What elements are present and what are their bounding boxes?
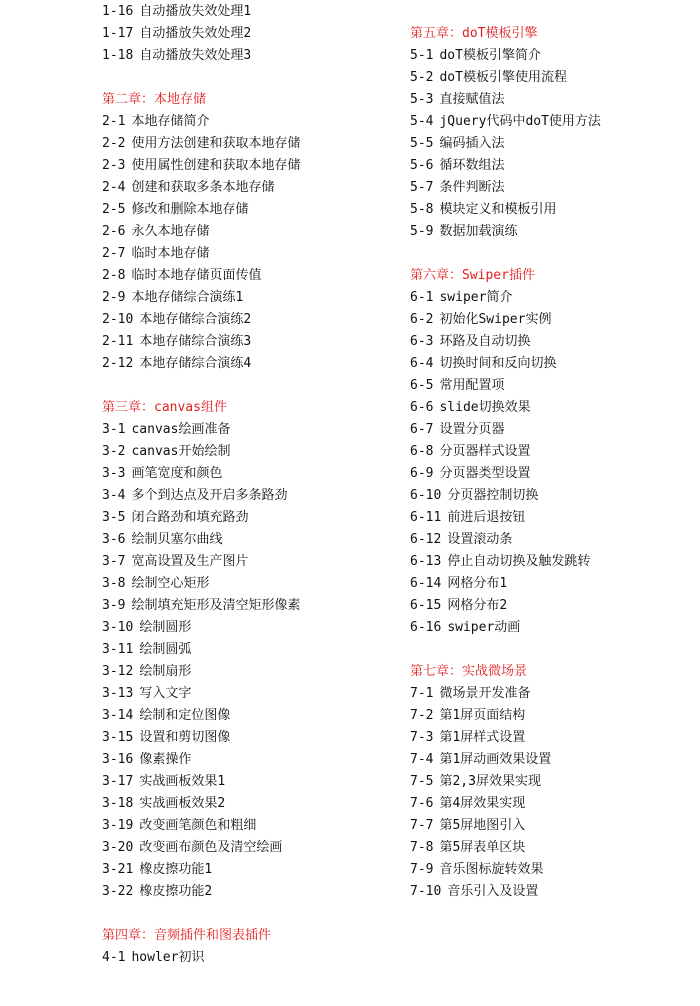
- lesson-title: 编码插入法: [439, 136, 505, 151]
- lesson-number: 6-1: [410, 290, 434, 305]
- lesson-item: [102, 287, 392, 309]
- lesson-item: [102, 881, 392, 903]
- lesson-title: 设置滚动条: [447, 532, 513, 547]
- lesson-item: [102, 815, 392, 837]
- lesson-item: [410, 353, 700, 375]
- lesson-title: 使用属性创建和获取本地存储: [131, 158, 301, 173]
- lesson-item: [102, 221, 392, 243]
- lesson-item: [410, 309, 700, 331]
- lesson-title: 前进后退按钮: [447, 510, 526, 525]
- chapter-title: 第二章：本地存储: [102, 92, 207, 107]
- lesson-item: [410, 155, 700, 177]
- lesson-number: 6-7: [410, 422, 434, 437]
- lesson-number: 3-20: [102, 840, 134, 855]
- lesson-number: 3-12: [102, 664, 134, 679]
- lesson-title: 本地存储简介: [131, 114, 210, 129]
- lesson-title: jQuery代码中doT使用方法: [439, 114, 601, 129]
- lesson-number: 6-2: [410, 312, 434, 327]
- lesson-item: [410, 573, 700, 595]
- lesson-title: 第1屏样式设置: [439, 730, 526, 745]
- lesson-title: 实战画板效果2: [139, 796, 226, 811]
- lesson-title: 自动播放失效处理2: [139, 26, 252, 41]
- lesson-title: 第5屏地图引入: [439, 818, 526, 833]
- lesson-item: [102, 419, 392, 441]
- lesson-item: [102, 485, 392, 507]
- lesson-item: [102, 617, 392, 639]
- lesson-number: 3-9: [102, 598, 126, 613]
- lesson-item: [410, 89, 700, 111]
- lesson-title: 使用方法创建和获取本地存储: [131, 136, 301, 151]
- lesson-number: 5-4: [410, 114, 434, 129]
- lesson-title: 循环数组法: [439, 158, 505, 173]
- lesson-item: [410, 221, 700, 243]
- lesson-number: 3-8: [102, 576, 126, 591]
- lesson-item: [102, 771, 392, 793]
- lesson-title: 网格分布2: [447, 598, 508, 613]
- chapter-title: 第四章：音频插件和图表插件: [102, 928, 272, 943]
- lesson-number: 2-9: [102, 290, 126, 305]
- lesson-number: 1-17: [102, 26, 134, 41]
- lesson-title: 切换时间和反向切换: [439, 356, 557, 371]
- lesson-title: canvas绘画准备: [131, 422, 231, 437]
- lesson-item: [102, 639, 392, 661]
- lesson-item: [102, 551, 392, 573]
- lesson-number: 3-13: [102, 686, 134, 701]
- lesson-title: 第2,3屏效果实现: [439, 774, 541, 789]
- lesson-number: 5-3: [410, 92, 434, 107]
- lesson-title: 常用配置项: [439, 378, 505, 393]
- lesson-number: 2-1: [102, 114, 126, 129]
- lesson-item: [410, 463, 700, 485]
- lesson-title: 自动播放失效处理1: [139, 4, 252, 19]
- lesson-number: 3-3: [102, 466, 126, 481]
- lesson-number: 6-4: [410, 356, 434, 371]
- section-gap: [410, 243, 700, 265]
- lesson-number: 6-3: [410, 334, 434, 349]
- chapter-title: 第六章：Swiper插件: [410, 268, 535, 283]
- lesson-item: [410, 815, 700, 837]
- lesson-title: 实战画板效果1: [139, 774, 226, 789]
- lesson-item: [410, 595, 700, 617]
- lesson-title: 写入文字: [139, 686, 192, 701]
- chapter-title: 第三章：canvas组件: [102, 400, 227, 415]
- lesson-title: 绘制圆形: [139, 620, 192, 635]
- lesson-number: 6-8: [410, 444, 434, 459]
- lesson-item: [102, 23, 392, 45]
- lesson-title: 设置和剪切图像: [139, 730, 231, 745]
- lesson-title: 网格分布1: [447, 576, 508, 591]
- lesson-number: 3-18: [102, 796, 134, 811]
- lesson-title: canvas开始绘制: [131, 444, 231, 459]
- section-gap: [102, 67, 392, 89]
- lesson-number: 2-4: [102, 180, 126, 195]
- chapter-section: [410, 243, 700, 639]
- section-gap: [102, 375, 392, 397]
- lesson-item: [102, 1, 392, 23]
- lesson-item: [410, 749, 700, 771]
- lesson-number: 2-7: [102, 246, 126, 261]
- lesson-number: 7-5: [410, 774, 434, 789]
- lesson-number: 5-7: [410, 180, 434, 195]
- lesson-number: 2-5: [102, 202, 126, 217]
- lesson-number: 5-6: [410, 158, 434, 173]
- lesson-number: 6-15: [410, 598, 442, 613]
- lesson-title: 临时本地存储: [131, 246, 210, 261]
- section-gap: [410, 639, 700, 661]
- lesson-item: [102, 573, 392, 595]
- lesson-title: howler初识: [131, 950, 205, 965]
- lesson-item: [102, 265, 392, 287]
- lesson-number: 1-18: [102, 48, 134, 63]
- lesson-item: [102, 661, 392, 683]
- lesson-number: 7-7: [410, 818, 434, 833]
- lesson-item: [410, 287, 700, 309]
- left-column: [102, 1, 392, 969]
- lesson-title: 环路及自动切换: [439, 334, 531, 349]
- lesson-item: [410, 683, 700, 705]
- lesson-item: [102, 45, 392, 67]
- lesson-number: 3-17: [102, 774, 134, 789]
- lesson-title: swiper简介: [439, 290, 513, 305]
- lesson-number: 6-13: [410, 554, 442, 569]
- lesson-number: 5-1: [410, 48, 434, 63]
- lesson-item: [102, 947, 392, 969]
- lesson-item: [410, 551, 700, 573]
- lesson-number: 3-7: [102, 554, 126, 569]
- lesson-number: 3-15: [102, 730, 134, 745]
- lesson-number: 2-12: [102, 356, 134, 371]
- lesson-number: 3-5: [102, 510, 126, 525]
- lesson-title: 像素操作: [139, 752, 192, 767]
- right-column: [410, 23, 700, 903]
- lesson-title: 第5屏表单区块: [439, 840, 526, 855]
- lesson-number: 3-1: [102, 422, 126, 437]
- lesson-item: [410, 111, 700, 133]
- lesson-number: 4-1: [102, 950, 126, 965]
- lesson-number: 3-14: [102, 708, 134, 723]
- lesson-item: [410, 133, 700, 155]
- lesson-number: 2-8: [102, 268, 126, 283]
- lesson-number: 7-8: [410, 840, 434, 855]
- lesson-number: 6-11: [410, 510, 442, 525]
- lesson-item: [410, 727, 700, 749]
- lesson-item: [102, 155, 392, 177]
- lesson-number: 7-10: [410, 884, 442, 899]
- lesson-title: 永久本地存储: [131, 224, 210, 239]
- lesson-item: [410, 771, 700, 793]
- lesson-number: 3-11: [102, 642, 134, 657]
- section-gap: [102, 903, 392, 925]
- lesson-title: 第1屏动画效果设置: [439, 752, 552, 767]
- lesson-item: [410, 529, 700, 551]
- lesson-item: [410, 45, 700, 67]
- lesson-title: 绘制填充矩形及清空矩形像素: [131, 598, 301, 613]
- lesson-number: 6-5: [410, 378, 434, 393]
- lesson-title: 本地存储综合演练1: [131, 290, 244, 305]
- lesson-item: [410, 375, 700, 397]
- lesson-item: [102, 727, 392, 749]
- lesson-item: [410, 705, 700, 727]
- lesson-item: [410, 199, 700, 221]
- lesson-item: [102, 441, 392, 463]
- lesson-number: 3-10: [102, 620, 134, 635]
- chapter-section: [410, 639, 700, 903]
- lesson-item: [102, 683, 392, 705]
- lesson-title: 橡皮擦功能2: [139, 884, 213, 899]
- chapter-section: [102, 903, 392, 969]
- chapter-title: 第五章：doT模板引擎: [410, 26, 538, 41]
- lesson-title: 音乐图标旋转效果: [439, 862, 544, 877]
- lesson-item: [410, 177, 700, 199]
- lesson-item: [102, 793, 392, 815]
- lesson-item: [102, 837, 392, 859]
- lesson-item: [102, 309, 392, 331]
- lesson-item: [102, 331, 392, 353]
- lesson-number: 6-6: [410, 400, 434, 415]
- lesson-item: [410, 793, 700, 815]
- lesson-title: swiper动画: [447, 620, 521, 635]
- lesson-number: 2-3: [102, 158, 126, 173]
- lesson-number: 2-10: [102, 312, 134, 327]
- lesson-item: [102, 595, 392, 617]
- lesson-item: [410, 617, 700, 639]
- lesson-number: 6-14: [410, 576, 442, 591]
- lesson-title: 绘制扇形: [139, 664, 192, 679]
- lesson-title: 改变画笔颜色和粗细: [139, 818, 257, 833]
- lesson-number: 2-2: [102, 136, 126, 151]
- lesson-title: 绘制空心矩形: [131, 576, 210, 591]
- lesson-title: slide切换效果: [439, 400, 531, 415]
- lesson-title: 音乐引入及设置: [447, 884, 539, 899]
- lesson-item: [102, 749, 392, 771]
- lesson-title: 修改和删除本地存储: [131, 202, 249, 217]
- lesson-item: [102, 507, 392, 529]
- lesson-title: 本地存储综合演练4: [139, 356, 252, 371]
- chapter-section: [102, 375, 392, 903]
- lesson-title: 分页器样式设置: [439, 444, 531, 459]
- lesson-title: 设置分页器: [439, 422, 505, 437]
- lesson-number: 5-2: [410, 70, 434, 85]
- lesson-item: [102, 199, 392, 221]
- lesson-title: 绘制和定位图像: [139, 708, 231, 723]
- lesson-number: 3-22: [102, 884, 134, 899]
- lesson-number: 7-4: [410, 752, 434, 767]
- lesson-title: doT模板引擎使用流程: [439, 70, 567, 85]
- lesson-number: 2-6: [102, 224, 126, 239]
- lesson-title: 第1屏页面结构: [439, 708, 526, 723]
- lesson-number: 1-16: [102, 4, 134, 19]
- lesson-title: 分页器控制切换: [447, 488, 539, 503]
- lesson-title: 条件判断法: [439, 180, 505, 195]
- lesson-number: 6-16: [410, 620, 442, 635]
- lesson-item: [102, 859, 392, 881]
- lesson-number: 7-3: [410, 730, 434, 745]
- lesson-title: 本地存储综合演练2: [139, 312, 252, 327]
- lesson-item: [410, 837, 700, 859]
- lesson-item: [410, 441, 700, 463]
- lesson-number: 7-2: [410, 708, 434, 723]
- chapter-section: [102, 67, 392, 375]
- lesson-number: 7-9: [410, 862, 434, 877]
- lesson-item: [102, 463, 392, 485]
- lesson-title: 创建和获取多条本地存储: [131, 180, 275, 195]
- lesson-item: [410, 881, 700, 903]
- lesson-title: 模块定义和模板引用: [439, 202, 557, 217]
- lesson-title: 数据加载演练: [439, 224, 518, 239]
- lesson-number: 6-10: [410, 488, 442, 503]
- lesson-number: 3-16: [102, 752, 134, 767]
- lesson-title: 本地存储综合演练3: [139, 334, 252, 349]
- lesson-number: 2-11: [102, 334, 134, 349]
- lesson-number: 3-4: [102, 488, 126, 503]
- chapter-title: 第七章：实战微场景: [410, 664, 528, 679]
- lesson-title: 自动播放失效处理3: [139, 48, 252, 63]
- lesson-item: [102, 529, 392, 551]
- lesson-number: 3-19: [102, 818, 134, 833]
- lesson-item: [102, 133, 392, 155]
- lesson-title: 多个到达点及开启多条路劲: [131, 488, 288, 503]
- lesson-item: [102, 353, 392, 375]
- lesson-item: [410, 419, 700, 441]
- lesson-title: 画笔宽度和颜色: [131, 466, 223, 481]
- lesson-item: [410, 67, 700, 89]
- lesson-title: 绘制圆弧: [139, 642, 192, 657]
- lesson-title: 闭合路劲和填充路劲: [131, 510, 249, 525]
- lesson-title: 第4屏效果实现: [439, 796, 526, 811]
- lesson-item: [410, 507, 700, 529]
- lesson-title: 微场景开发准备: [439, 686, 531, 701]
- lesson-number: 3-2: [102, 444, 126, 459]
- lesson-item: [410, 859, 700, 881]
- lesson-item: [410, 397, 700, 419]
- lesson-title: 初始化Swiper实例: [439, 312, 552, 327]
- lesson-item: [102, 111, 392, 133]
- lesson-item: [410, 485, 700, 507]
- chapter-section: [102, 1, 392, 67]
- lesson-title: 停止自动切换及触发跳转: [447, 554, 591, 569]
- lesson-number: 6-9: [410, 466, 434, 481]
- lesson-number: 3-6: [102, 532, 126, 547]
- lesson-number: 5-8: [410, 202, 434, 217]
- lesson-title: 宽高设置及生产图片: [131, 554, 249, 569]
- lesson-number: 6-12: [410, 532, 442, 547]
- lesson-number: 5-9: [410, 224, 434, 239]
- lesson-number: 5-5: [410, 136, 434, 151]
- lesson-number: 7-6: [410, 796, 434, 811]
- lesson-title: 橡皮擦功能1: [139, 862, 213, 877]
- lesson-title: 直接赋值法: [439, 92, 505, 107]
- lesson-title: 分页器类型设置: [439, 466, 531, 481]
- lesson-title: 改变画布颜色及清空绘画: [139, 840, 283, 855]
- lesson-title: 绘制贝塞尔曲线: [131, 532, 223, 547]
- lesson-title: 临时本地存储页面传值: [131, 268, 262, 283]
- lesson-title: doT模板引擎简介: [439, 48, 541, 63]
- lesson-item: [102, 705, 392, 727]
- chapter-section: [410, 23, 700, 243]
- lesson-item: [102, 177, 392, 199]
- lesson-item: [410, 331, 700, 353]
- lesson-item: [102, 243, 392, 265]
- lesson-number: 3-21: [102, 862, 134, 877]
- lesson-number: 7-1: [410, 686, 434, 701]
